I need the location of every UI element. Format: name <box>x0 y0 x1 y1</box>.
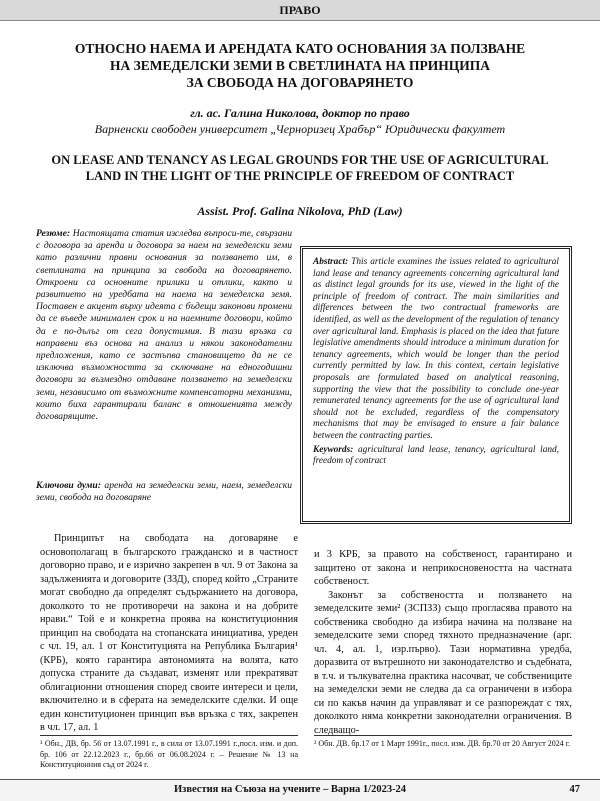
title-line: ON LEASE AND TENANCY AS LEGAL GROUNDS FOR THE USE OF AGRICULTURAL <box>51 153 549 167</box>
body-column-left <box>40 532 298 735</box>
running-header <box>0 0 600 21</box>
abstract-bg <box>36 228 292 423</box>
title-line: ОТНОСНО НАЕМА И АРЕНДАТА КАТО ОСНОВАНИЯ ЗА ПОЛЗВАНЕ <box>74 41 526 56</box>
body-paragraph: Законът за собствеността и ползването на земеделските земи² (ЗСПЗЗ) също прогласява правото на собственика свободно да избира начина на ползване на земеделските земи според тяхното предназначение (арг. чл. 4, ал. 1, изр.първо). Тази нормативна уредба, доразвита от вътрешното ни законодателство и съдебната, в т.ч. и тълкувателна практика насочват, че собствениците на земеделски земи не следва да са ограничени в избора си по какъв начин да управляват и се разпореждат с тях, доколкото няма конкретни законодателни ограничения. В следващо- <box>314 589 572 736</box>
affiliation-bg: Варненски свободен университет „Черноризец Храбър“ Юридически факултет <box>94 122 506 136</box>
abstract-en-text: This article examines the issues related to agricultural land lease and tenancy agreements concerning agricultural land as distinct legal grounds for its use, viewed in the light of the principle of freedom of contract. The main similarities and differences between the two contractual frameworks are identified, as well as the development of the regulation of tenancy over agricultural land. Emphasis is placed on the idea that future legislative amendments should introduce a minimum duration for tenancy agreements, which would be longer than the period currently permitted by law. In this context, certain legislative proposals are formulated based on analytical reasoning, supporting the view that the possibility to conclude one-year remunerated tenancy agreements for the use of agricultural land should not be excluded, regardless of the compensatory mechanisms that may be envisaged to ensure a fair balance between the contracting parties. <box>313 257 560 441</box>
author-bg: гл. ас. Галина Николова, доктор по право <box>190 106 410 120</box>
keywords-bg-label: Ключови думи: <box>36 480 101 491</box>
keywords-en-label: Keywords: <box>313 444 354 455</box>
footnote-1 <box>40 735 298 771</box>
body-paragraph: Принципът на свободата на договаряне е основополагащ в българското гражданско и в частност договорно право, и е изрично закрепен в чл. 9 от Закона за задълженията и договорите (ЗЗД), според който „Страните могат свободно да определят съдържанието на договора, доколкото то не противоречи на закона и на добрите нрави.“ Той е и конкретна проява на конституционния принцип на свободата на стопанската инициатива, уреден с чл. 19, ал. 1 от Конституцията на Република България¹ (КРБ), която гарантира автономията на волята, като допуска страните да създават, изменят или прекратяват облигационни отношения според своите интереси и цели, включително и в сферата на земеделските сделки. И още един конституционен принцип във връзка с тях, закрепен в чл. 17, ал. 1 <box>40 533 298 733</box>
article-title-bg <box>40 40 560 91</box>
title-line: НА ЗЕМЕДЕЛСКИ ЗЕМИ В СВЕТЛИНАТА НА ПРИНЦИПА <box>109 58 490 73</box>
abstract-en-label: Abstract: <box>313 257 349 267</box>
abstract-bg-text: Настоящата статия изследва въпроси-те, свързани с договора за аренда и договора за наем на земеделски земи като различни правни основания за ползването им, в светлината на принципа за свобода на договарянето. Откроени са основните прилики и отлики, както и развитието на уредбата на наема на земеделска земя. Поставен е акцент върху идеята с бъдещи законови промени да се въведе минимален срок и на наемните договори, който да е по-дълъг от сега допустимия. В тази връзка са направени въз основа на анализ и някои законодателни предложения, като се застъпва становището да не се изключва възможността за сключване на едногодишни договори за възмездно отдаване ползването на земеделски земи, независимо от възможните компенсаторни механизми, които биха гарантирали баланс в отношенията между договарящите. <box>36 228 292 423</box>
page-number: 47 <box>569 784 580 795</box>
abstract-bg-label: Резюме: <box>36 228 71 239</box>
footnote-text: ² Обн. ДВ. бр.17 от 1 Март 1991г., посл. изм. ДВ. бр.70 от 20 Август 2024 г. <box>314 739 571 748</box>
keywords-en-text: agricultural land lease, tenancy, agricultural land, freedom of contract <box>313 444 559 467</box>
keywords-bg <box>36 480 292 504</box>
title-line: LAND IN THE LIGHT OF THE PRINCIPLE OF FREEDOM OF CONTRACT <box>85 169 515 183</box>
body-paragraph: и 3 КРБ, за правото на собственост, гарантирано и защитено от закона и неприкосновеността на частната собственост. <box>314 549 572 587</box>
section-label: ПРАВО <box>279 3 321 17</box>
footnote-text: ¹ Обн., ДВ, бр. 56 от 13.07.1991 г., в сила от 13.07.1991 г.,посл. изм. и доп. бр. 106 от 22.12.2023 г., бр.66 от 06.08.2024 г. – Решение № 13 на Конституционния съд от 2024 г. <box>40 739 298 769</box>
title-line: ЗА СВОБОДА НА ДОГОВАРЯНЕТО <box>186 75 414 90</box>
footnote-2 <box>314 735 572 750</box>
keywords-bg-text: аренда на земеделски земи, наем, земеделски земи, свобода на договаряне <box>36 480 292 504</box>
author-en: Assist. Prof. Galina Nikolova, PhD (Law) <box>197 204 403 218</box>
running-footer <box>0 779 600 801</box>
journal-name: Известия на Съюза на учените – Варна 1/2023-24 <box>173 784 407 795</box>
body-column-right <box>314 548 572 737</box>
article-title-en <box>20 152 580 184</box>
abstract-en-box <box>300 246 572 524</box>
